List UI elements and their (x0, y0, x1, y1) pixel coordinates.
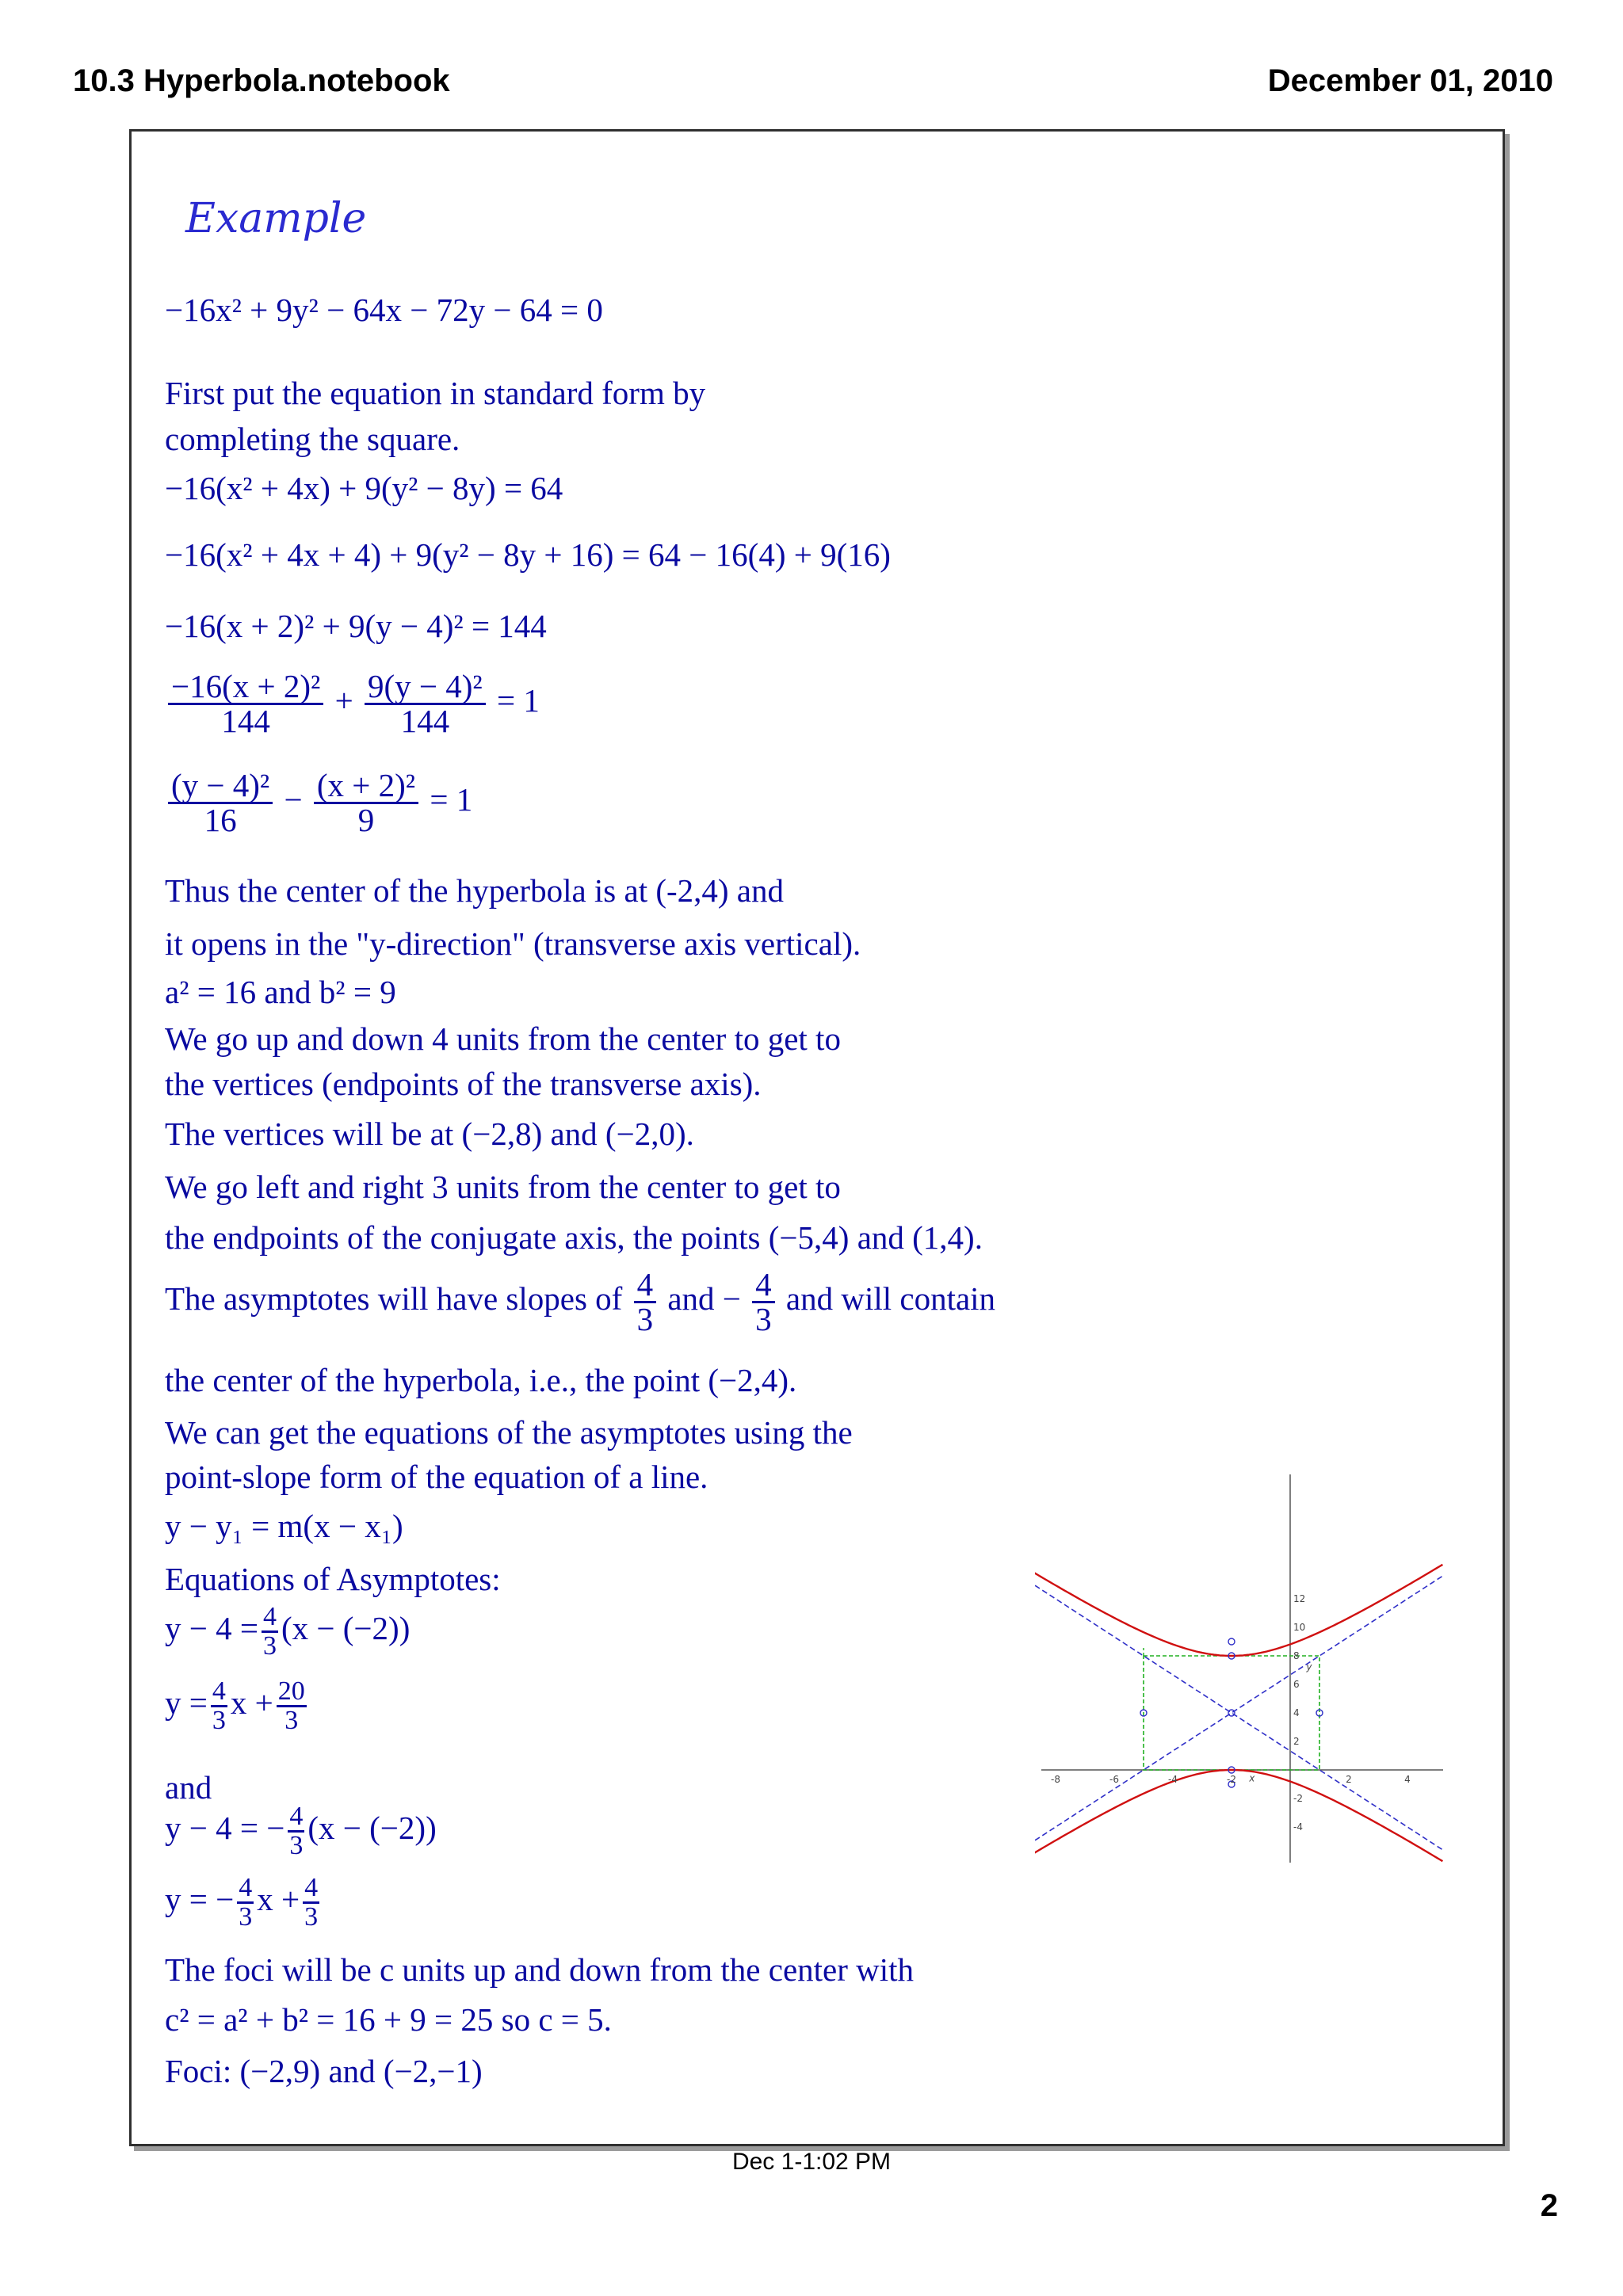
text-line: the center of the hyperbola, i.e., the point (−2,4). (165, 1362, 797, 1398)
x-tick-label: -6 (1109, 1774, 1119, 1785)
x-tick-label: -8 (1051, 1774, 1060, 1785)
equation-fraction-line: $\frac{\text{−16(x + 2)²}}{144}$ + $\frac{\text{9(y − 4)²}}{144}$ = 1 (165, 670, 540, 738)
original-equation: −16x² + 9y² − 64x − 72y − 64 = 0 (165, 292, 603, 328)
page-timestamp: Dec 1-1:02 PM (731, 2149, 892, 2175)
lower-branch (1035, 1770, 1442, 1861)
y-tick-label: 6 (1293, 1679, 1300, 1690)
x-tick-label: 2 (1346, 1774, 1352, 1785)
y-tick-label: 10 (1293, 1622, 1306, 1633)
text-line: c² = a² + b² = 16 + 9 = 25 so c = 5. (165, 2001, 612, 2038)
equation-line: −16(x² + 4x) + 9(y² − 8y) = 64 (165, 470, 563, 506)
asymptote-equation: y = $\frac{4}{3}$ x + $\frac{20}{3}$ (165, 1676, 305, 1735)
text-line: a² = 16 and b² = 9 (165, 974, 396, 1010)
text-line: The vertices will be at (−2,8) and (−2,0). (165, 1116, 694, 1152)
text-line: We can get the equations of the asymptotes using the (165, 1414, 853, 1451)
y-tick-label: 12 (1293, 1593, 1306, 1604)
example-heading: Example (185, 195, 367, 242)
x-tick-label: 4 (1404, 1774, 1411, 1785)
text-line: The foci will be c units up and down from the center with (165, 1951, 915, 1988)
y-tick-label: -4 (1293, 1821, 1303, 1833)
text-line: First put the equation in standard form by (165, 375, 706, 411)
x-tick-label: -2 (1227, 1774, 1236, 1785)
x-axis-label: x (1249, 1772, 1255, 1784)
asymptote-line-1 (1035, 1576, 1442, 1850)
y-tick-label: 8 (1293, 1650, 1300, 1661)
asymptote-equation: y = − $\frac{4}{3}$ x + $\frac{4}{3}$ (165, 1873, 319, 1932)
text-line: Thus the center of the hyperbola is at (-2,4) and (165, 872, 785, 909)
standard-form-equation: $\frac{\text{(y − 4)²}}{16}$ − $\frac{\text{(x + 2)²}}{9}$ = 1 (165, 769, 472, 837)
text-line: the vertices (endpoints of the transverse axis). (165, 1066, 762, 1102)
asymptote-line-2 (1035, 1576, 1442, 1850)
slopes-line: The asymptotes will have slopes of $\frac{4}{3}$ and − $\frac{4}{3}$ and will contain (165, 1266, 996, 1337)
text-line: completing the square. (165, 421, 460, 457)
text-line: Equations of Asymptotes: (165, 1561, 501, 1597)
y-tick-label: 4 (1293, 1707, 1300, 1718)
equation-line: −16(x + 2)² + 9(y − 4)² = 144 (165, 608, 547, 644)
x-tick-label: -4 (1168, 1774, 1178, 1785)
point-slope-formula: y − y₁ = m(x − x₁) (165, 1508, 403, 1544)
asymptote-equation: y − 4 = − $\frac{4}{3}$ (x − (−2)) (165, 1802, 437, 1860)
text-line: and (165, 1769, 212, 1806)
document-title: 10.3 Hyperbola.notebook (73, 63, 450, 98)
hyperbola-graph (1035, 1470, 1447, 1867)
text-line: it opens in the "y-direction" (transverse axis vertical). (165, 925, 861, 962)
tick-labels (1051, 1593, 1411, 1833)
y-tick-label: -2 (1293, 1793, 1303, 1804)
text-line: We go up and down 4 units from the center to get to (165, 1020, 841, 1057)
hyperbola-branches (1035, 1565, 1442, 1861)
text-line: We go left and right 3 units from the center to get to (165, 1169, 841, 1205)
equation-line: −16(x² + 4x + 4) + 9(y² − 8y + 16) = 64 − 16(4) + 9(16) (165, 536, 891, 573)
foci-line: Foci: (−2,9) and (−2,−1) (165, 2053, 483, 2089)
page-number: 2 (1540, 2188, 1558, 2223)
focus-point (1228, 1638, 1235, 1645)
text-line: point-slope form of the equation of a line. (165, 1459, 708, 1495)
asymptote-lines (1035, 1576, 1442, 1850)
y-tick-label: 2 (1293, 1736, 1300, 1747)
text-line: the endpoints of the conjugate axis, the points (−5,4) and (1,4). (165, 1219, 983, 1256)
graph-axes (1041, 1474, 1443, 1863)
y-axis-label: y (1306, 1661, 1312, 1672)
asymptote-equation: y − 4 = $\frac{4}{3}$ (x − (−2)) (165, 1602, 411, 1661)
document-date: December 01, 2010 (1267, 63, 1553, 98)
notebook-page-frame (129, 129, 1505, 2146)
upper-branch (1035, 1565, 1442, 1656)
